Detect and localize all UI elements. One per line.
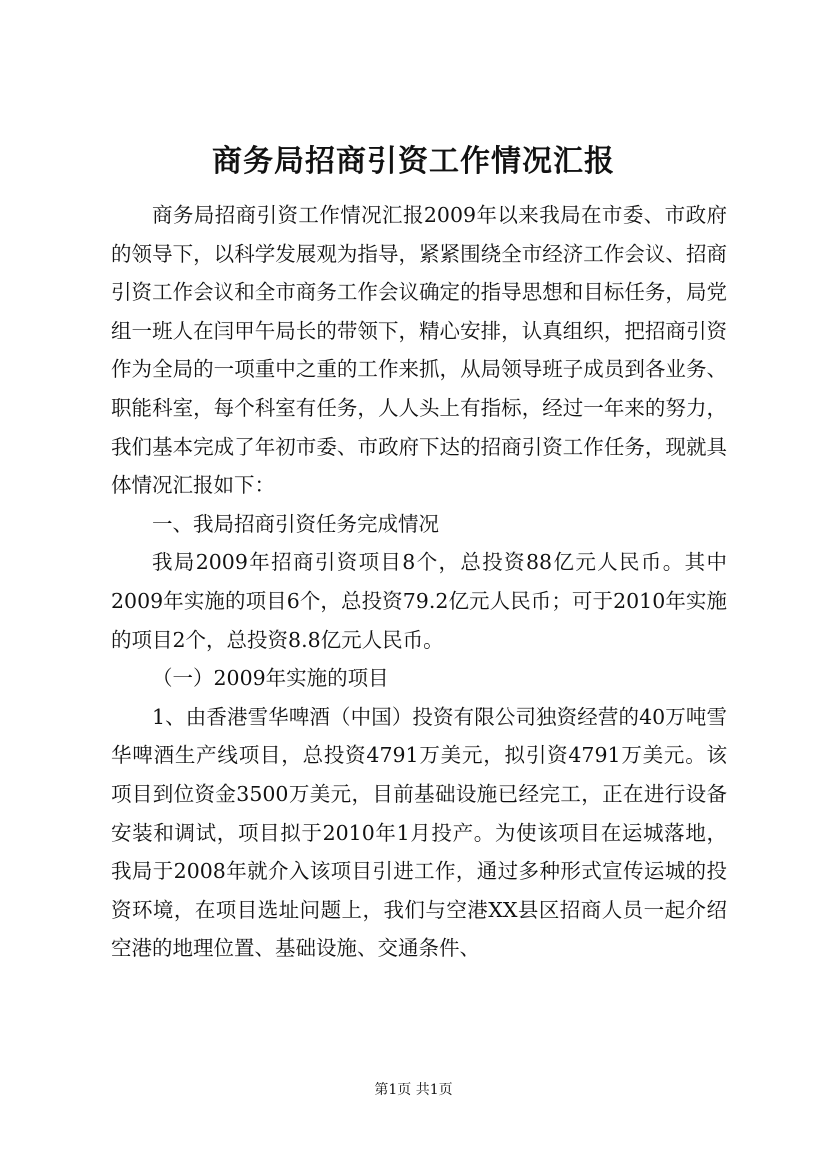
- page-footer: 第1页 共1页: [374, 1082, 453, 1098]
- paragraph-summary: 我局2009年招商引资项目8个，总投资88亿元人民币。其中2009年实施的项目6个，总投资79.2亿元人民币；可于2010年实施的项目2个，总投资8.8亿元人民币。: [111, 550, 727, 652]
- paragraph-project-1: 1、由香港雪华啤酒（中国）投资有限公司独资经营的40万吨雪华啤酒生产线项目，总投资4791万美元，拟引资4791万美元。该项目到位资金3500万美元，目前基础设施已经完工，正在进行设备安装和调试，项目拟于2010年1月投产。为使该项目在运城落地，我局于2008年就介入该项目引进工作，通过多种形式宣传运城的投资环境，在项目选址问题上，我们与空港XX县区招商人员一起介绍空港的地理位置、基础设施、交通条件、: [111, 704, 727, 961]
- document-body: [111, 196, 727, 968]
- section-heading-1: 一、我局招商引资任务完成情况: [152, 511, 439, 536]
- paragraph-intro: 商务局招商引资工作情况汇报2009年以来我局在市委、市政府的领导下，以科学发展观为指导，紧紧围绕全市经济工作会议、招商引资工作会议和全市商务工作会议确定的指导思想和目标任务，局党组一班人在闫甲午局长的带领下，精心安排，认真组织，把招商引资作为全局的一项重中之重的工作来抓，从局领导班子成员到各业务、职能科室，每个科室有任务，人人头上有指标，经过一年来的努力，我们基本完成了年初市委、市政府下达的招商引资工作任务，现就具体情况汇报如下：: [111, 203, 727, 498]
- document-title: 商务局招商引资工作情况汇报: [212, 144, 615, 179]
- subsection-heading-1: （一）2009年实施的项目: [152, 666, 389, 691]
